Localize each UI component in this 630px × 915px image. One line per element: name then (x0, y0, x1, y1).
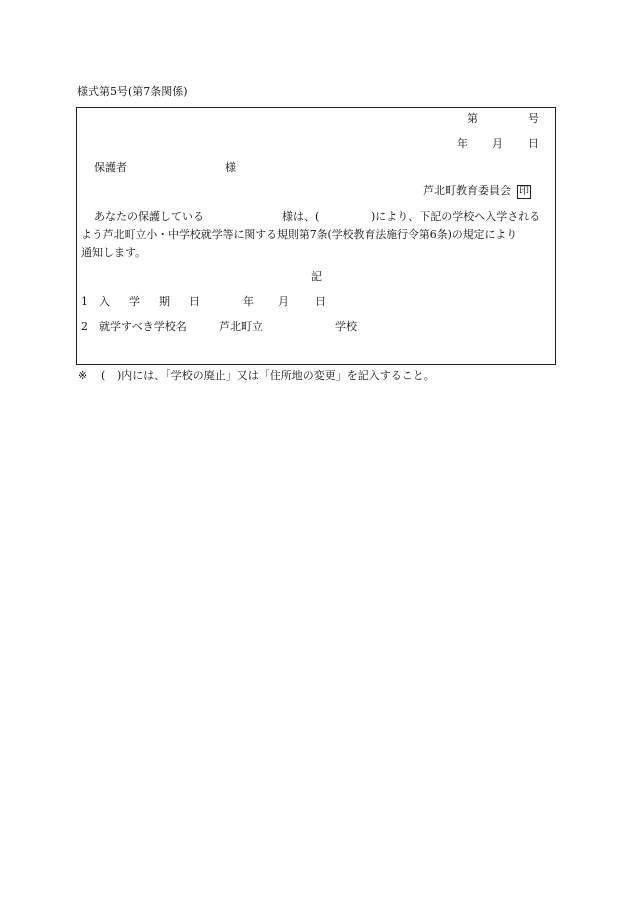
sender-line (423, 185, 531, 199)
item1-year: 年 (243, 295, 254, 308)
recipient-honorific: 様 (225, 161, 236, 174)
seal-mark: 印 (519, 186, 529, 197)
sender-name: 芦北町教育委員会 (423, 184, 511, 197)
note-text: )内には、「学校の廃止」又は「住所地の変更」を記入すること。 (117, 369, 435, 382)
item1-day: 日 (315, 295, 326, 308)
item1-number: 1 (81, 295, 88, 308)
date-year: 年 (457, 137, 468, 150)
body-line1-c: )により、下記の学校へ入学される (371, 210, 541, 223)
recipient-label: 保護者 (94, 161, 127, 174)
form-title: 様式第5号(第7条関係) (77, 85, 188, 98)
item1-label: 入 学 期 日 (99, 295, 204, 308)
item2-school-suffix: 学校 (335, 320, 357, 333)
number-prefix: 第 (467, 112, 478, 125)
body-line1-a: あなたの保護している (94, 210, 204, 223)
body-line3: 通知します。 (81, 246, 147, 259)
body-line1-b: 様は、( (282, 210, 320, 223)
note-open-paren: ( (101, 369, 106, 382)
number-suffix: 号 (528, 112, 539, 125)
date-month: 月 (492, 137, 503, 150)
date-day: 日 (528, 137, 539, 150)
item2-label: 就学すべき学校名 (99, 320, 187, 333)
item2-number: 2 (81, 320, 88, 333)
ki-heading: 記 (311, 270, 322, 283)
body-line2: よう芦北町立小・中学校就学等に関する規則第7条(学校教育法施行令第6条)の規定により (81, 228, 518, 241)
item2-town: 芦北町立 (219, 320, 263, 333)
item1-month: 月 (278, 295, 289, 308)
note-mark: ※ (78, 369, 88, 382)
